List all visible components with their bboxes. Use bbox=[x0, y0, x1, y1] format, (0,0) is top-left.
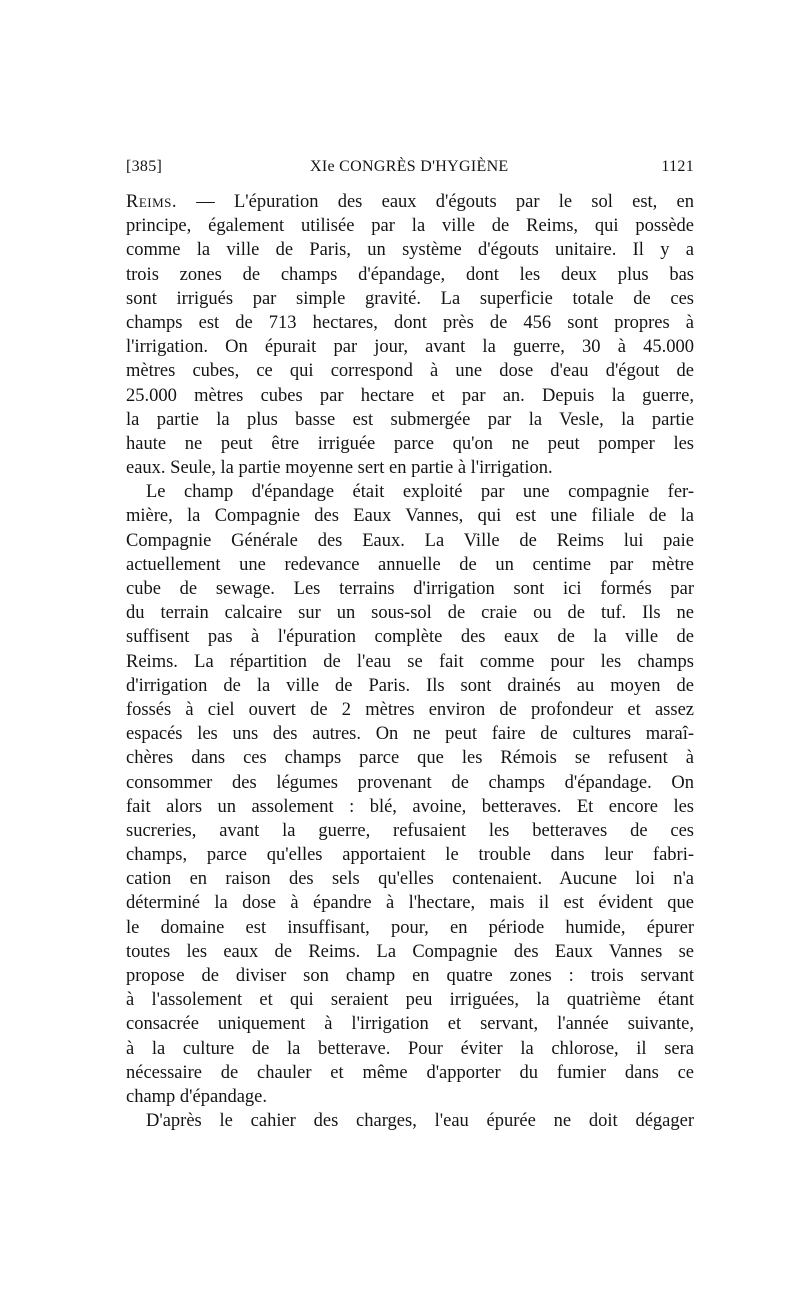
text-line: consacrée uniquement à l'irrigation et servant, l'année suivante, bbox=[126, 1014, 694, 1035]
text-line: Reims. — L'épuration des eaux d'égouts par le sol est, en bbox=[126, 192, 694, 212]
text-line: haute ne peut être irriguée parce qu'on ne peut pomper les bbox=[126, 433, 694, 454]
text-line: le domaine est insuffisant, pour, en période humide, épurer bbox=[126, 917, 694, 938]
text-line: la partie la plus basse est submergée par la Vesle, la partie bbox=[126, 409, 694, 430]
text-line: fait alors un assolement : blé, avoine, betteraves. Et encore les bbox=[126, 796, 694, 817]
section-number: [385] bbox=[126, 158, 163, 175]
text-line: D'après le cahier des charges, l'eau épurée ne doit dégager bbox=[146, 1111, 694, 1132]
paragraph-reims-intro bbox=[126, 190, 694, 480]
running-title: XIe CONGRÈS D'HYGIÈNE bbox=[310, 158, 509, 175]
text-line: du terrain calcaire sur un sous-sol de craie ou de tuf. Ils ne bbox=[126, 603, 694, 624]
text-line: cation en raison des sels qu'elles contenaient. Aucune loi n'a bbox=[126, 869, 694, 890]
text-line: fossés à ciel ouvert de 2 mètres environ de profondeur et assez bbox=[126, 699, 694, 720]
text-line: déterminé la dose à épandre à l'hectare, mais il est évident que bbox=[126, 893, 694, 914]
text-line: d'irrigation de la ville de Paris. Ils sont drainés au moyen de bbox=[126, 675, 694, 696]
text-line: toutes les eaux de Reims. La Compagnie des Eaux Vannes se bbox=[126, 941, 694, 962]
text-line: champ d'épandage. bbox=[126, 1086, 267, 1107]
text-line: mière, la Compagnie des Eaux Vannes, qui est une filiale de la bbox=[126, 506, 694, 527]
text-line: eaux. Seule, la partie moyenne sert en partie à l'irrigation. bbox=[126, 458, 553, 479]
text-line: principe, également utilisée par la ville de Reims, qui possède bbox=[126, 216, 694, 237]
paragraph-cahier-des-charges bbox=[126, 1109, 694, 1133]
text-line: Reims. La répartition de l'eau se fait comme pour les champs bbox=[126, 651, 694, 672]
text-line: Le champ d'épandage était exploité par une compagnie fer- bbox=[146, 482, 694, 503]
text-line: à la culture de la betterave. Pour éviter la chlorose, il sera bbox=[126, 1038, 694, 1059]
text-line: actuellement une redevance annuelle de un centime par mètre bbox=[126, 554, 694, 575]
running-header bbox=[126, 158, 694, 182]
paragraph-epandage bbox=[126, 480, 694, 1109]
text-line: chères dans ces champs parce que les Rémois se refusent à bbox=[126, 748, 694, 769]
paragraph-lead: Reims. bbox=[126, 192, 178, 212]
text-line: propose de diviser son champ en quatre zones : trois servant bbox=[126, 966, 694, 986]
text-line: Compagnie Générale des Eaux. La Ville de Reims lui paie bbox=[126, 530, 694, 551]
body-text bbox=[126, 190, 694, 1133]
text-line: 25.000 mètres cubes par hectare et par an. Depuis la guerre, bbox=[126, 385, 694, 406]
text-line: consommer des légumes provenant de champs d'épandage. On bbox=[126, 772, 694, 793]
text-line: nécessaire de chauler et même d'apporter du fumier dans ce bbox=[126, 1062, 694, 1083]
text-line: suffisent pas à l'épuration complète des eaux de la ville de bbox=[126, 627, 694, 648]
text-line: à l'assolement et qui seraient peu irriguées, la quatrième étant bbox=[126, 990, 694, 1011]
text-line: sucreries, avant la guerre, refusaient les betteraves de ces bbox=[126, 820, 694, 841]
text-line: champs, parce qu'elles apportaient le trouble dans leur fabri- bbox=[126, 845, 694, 866]
text-line: sont irrigués par simple gravité. La superficie totale de ces bbox=[126, 288, 694, 309]
text-line: champs est de 713 hectares, dont près de 456 sont propres à bbox=[126, 312, 694, 333]
text-line: l'irrigation. On épurait par jour, avant la guerre, 30 à 45.000 bbox=[126, 337, 694, 358]
page-number: 1121 bbox=[661, 158, 694, 175]
text-line: trois zones de champs d'épandage, dont les deux plus bas bbox=[126, 264, 694, 285]
text-line: mètres cubes, ce qui correspond à une dose d'eau d'égout de bbox=[126, 361, 694, 382]
text-line: comme la ville de Paris, un système d'égouts unitaire. Il y a bbox=[126, 240, 694, 261]
text-line: espacés les uns des autres. On ne peut faire de cultures maraî- bbox=[126, 724, 694, 745]
text-line: cube de sewage. Les terrains d'irrigation sont ici formés par bbox=[126, 579, 694, 599]
